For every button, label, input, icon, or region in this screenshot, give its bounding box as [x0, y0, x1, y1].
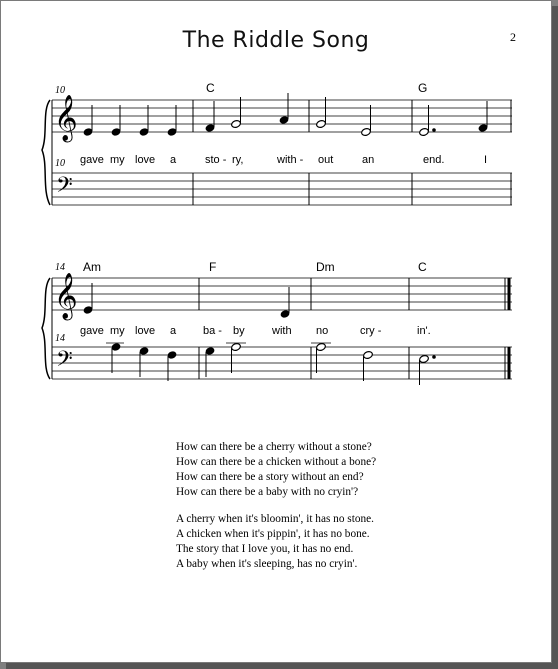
verse-line: The story that I love you, it has no end. [176, 543, 354, 555]
treble-staff [52, 278, 512, 310]
system-1 [42, 81, 512, 205]
chord-symbol: F [209, 260, 217, 274]
lyric-syllable: no [316, 325, 329, 337]
treble-clef-icon: 𝄞 [54, 95, 78, 141]
lyric-syllable: with [272, 325, 292, 337]
bass-clef-icon: 𝄢 [56, 173, 73, 203]
lyric-syllable: love [135, 154, 156, 166]
lyric-syllable: I [484, 154, 488, 166]
bass-clef-icon: 𝄢 [56, 347, 73, 377]
lyric-syllable: ry, [232, 154, 244, 166]
page-number: 2 [510, 30, 516, 44]
lyric-syllable: cry - [360, 325, 382, 337]
lyric-syllable: a [170, 325, 177, 337]
lyric-syllable: with - [277, 154, 304, 166]
lyric-syllable: out [318, 154, 334, 166]
verse-line: How can there be a baby with no cryin'? [176, 486, 359, 498]
lyric-syllable: gave [80, 154, 104, 166]
verse-line: How can there be a chicken without a bone? [176, 456, 377, 468]
lyric-syllable: by [233, 325, 245, 337]
verse-line: A chicken when it's pippin', it has no bone. [176, 528, 370, 540]
measure-number: 10 [55, 158, 65, 169]
chord-symbol: Am [83, 260, 101, 274]
lyric-syllable: in'. [417, 325, 431, 337]
measure-number: 14 [55, 333, 65, 344]
chord-symbol: C [206, 81, 215, 95]
lyric-syllable: gave [80, 325, 104, 337]
lyric-syllable: an [362, 154, 375, 166]
lyric-syllable: ba - [203, 325, 222, 337]
grand-staff-brace [42, 100, 50, 205]
treble-notes [83, 283, 290, 318]
lyric-syllable: my [110, 325, 125, 337]
lyric-syllable: sto - [205, 154, 227, 166]
page-shadow-right [552, 6, 558, 669]
treble-clef-icon: 𝄞 [54, 273, 78, 319]
final-barline [505, 278, 509, 379]
lyric-syllable: my [110, 154, 125, 166]
verse-line: A cherry when it's bloomin', it has no stone. [176, 513, 374, 525]
lyric-syllable: love [135, 325, 156, 337]
system-2 [42, 260, 512, 385]
verse-line: A baby when it's sleeping, has no cryin'. [176, 558, 358, 570]
verse-text [176, 440, 376, 572]
grand-staff-brace [42, 278, 50, 379]
treble-notes [83, 93, 488, 137]
measure-number: 14 [55, 262, 65, 273]
bass-staff [52, 173, 512, 205]
chord-symbol: G [418, 81, 428, 95]
stanza-gap [176, 500, 376, 512]
chord-symbol: C [418, 260, 427, 274]
lyric-syllable: end. [423, 154, 445, 166]
bass-staff [52, 347, 512, 379]
verse-line: How can there be a story without an end? [176, 471, 364, 483]
page-shadow-bottom [6, 663, 558, 669]
chord-symbol: Dm [316, 260, 335, 274]
lyric-syllable: a [170, 154, 177, 166]
verse-line: How can there be a cherry without a stone? [176, 441, 372, 453]
song-title: The Riddle Song [182, 28, 370, 53]
measure-number: 10 [55, 85, 65, 96]
treble-staff [52, 100, 512, 132]
